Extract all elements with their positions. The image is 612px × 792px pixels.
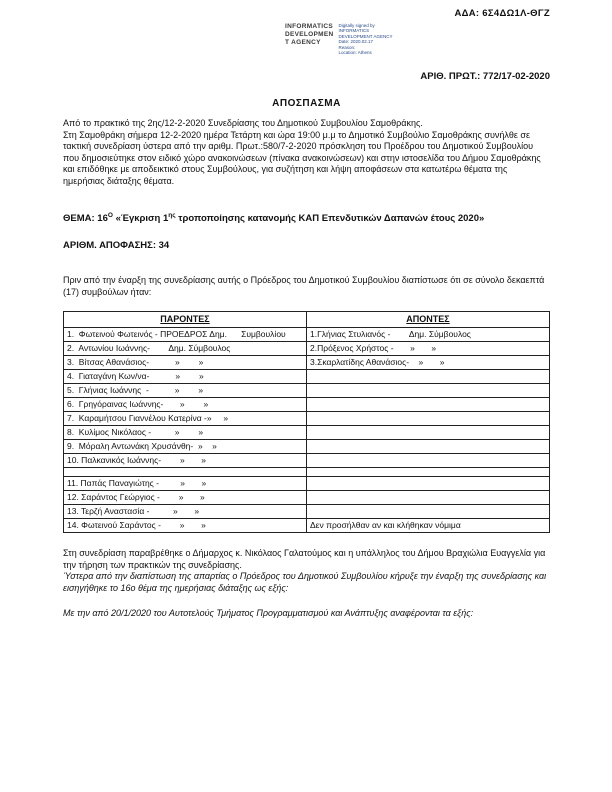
- absent-cell: [307, 412, 550, 426]
- table-row: [64, 426, 550, 440]
- intro-section: [63, 118, 550, 187]
- agency-name-line1: INFORMATICS: [285, 23, 333, 30]
- table-row: [64, 505, 550, 519]
- signature-line: DEVELOPMENT AGENCY: [338, 33, 393, 39]
- signature-text: [339, 23, 393, 55]
- ada-code: ΑΔΑ: 6Σ4ΔΩ1Λ-ΘΓΖ: [454, 8, 550, 19]
- absent-cell: [307, 384, 550, 398]
- absent-cell: 2.Πρόξενος Χρήστος - » »: [307, 342, 550, 356]
- table-row-empty: [64, 468, 550, 477]
- decision-number: ΑΡΙΘΜ. ΑΠΟΦΑΣΗΣ: 34: [63, 240, 170, 252]
- present-cell: 13. Τερζή Αναστασία - » »: [64, 505, 307, 519]
- subject-middle: «Έγκριση 1: [112, 213, 169, 225]
- table-row: [64, 440, 550, 454]
- table-row: [64, 519, 550, 533]
- table-row: [64, 491, 550, 505]
- protocol-number: ΑΡΙΘ. ΠΡΩΤ.: 772/17-02-2020: [420, 71, 550, 82]
- present-cell: 3. Βίτσας Αθανάσιος- » »: [64, 356, 307, 370]
- signature-line: INFORMATICS: [338, 28, 370, 34]
- present-cell: 1. Φωτεινού Φωτεινός - ΠΡΟΕΔΡΟΣ Δημ. Συμβουλίου: [64, 328, 307, 342]
- table-row: [64, 356, 550, 370]
- table-row: [64, 398, 550, 412]
- absent-cell: [307, 477, 550, 491]
- attendance-table: [63, 311, 550, 533]
- present-cell: [64, 468, 307, 477]
- intro-paragraph-2: Στη Σαμοθράκη σήμερα 12-2-2020 ημέρα Τετάρτη και ώρα 19:00 μ.μ το Δημοτικό Συμβούλιο Σαμοθράκης συνήλθε σε τακτική συνεδρίαση ύστερα από την αριθμ. Πρωτ.:580/7-2-2020 πρόσκληση του Προέδρου του Δημοτικού Συμβουλίου που δημοσιεύτηκε στον ειδικό χώρο ανακοινώσεων (πίνακα ανακοινώσεων) και στην ιστοσελίδα του Δήμου Σαμοθράκης και επιδόθηκε με αποδεικτικό στους Συμβούλους, για συζήτηση και λήψη αποφάσεων στα κατωτέρω θέματα της ημερήσιας διάταξης θέματα.: [63, 129, 541, 186]
- doc-title: ΑΠΟΣΠΑΣΜΑ: [272, 98, 341, 109]
- present-cell: 14. Φωτεινού Σαράντος - » »: [64, 519, 307, 533]
- table-row: [64, 454, 550, 468]
- table-row: [64, 412, 550, 426]
- absent-cell: 1.Γλήνιας Στυλιανός - Δημ. Σύμβουλος: [307, 328, 550, 342]
- table-row: [64, 477, 550, 491]
- digital-signature-stamp: [285, 23, 550, 63]
- closing-paragraph-2: Ύστερα από την διαπίστωση της απαρτίας ο Πρόεδρος του Δημοτικού Συμβουλίου κήρυξε την έναρξη της συνεδρίασης και εισηγήθηκε το 16ο θέμα της ημερήσιας διάταξης ως εξής:: [63, 571, 547, 593]
- present-cell: 8. Κυλίμος Νικόλαος - » »: [64, 426, 307, 440]
- absent-cell: 3.Σκαρλατίδης Αθανάσιος- » »: [307, 356, 550, 370]
- absent-cell: [307, 505, 550, 519]
- present-cell: 6. Γρηγόραινας Ιωάννης- » »: [64, 398, 307, 412]
- intro-paragraph-1: Από το πρακτικό της 2ης/12-2-2020 Συνεδρίασης του Δημοτικού Συμβουλίου Σαμοθράκης.: [63, 118, 423, 128]
- absent-cell: [307, 440, 550, 454]
- subject-sup-2: ης: [168, 212, 176, 219]
- present-cell: 9. Μόραλη Αντωνάκη Χρυσάνθη- » »: [64, 440, 307, 454]
- present-cell: 4. Γιαταγάνη Κων/να- » »: [64, 370, 307, 384]
- subject-rest: τροποποίησης κατανομής ΚΑΠ Επενδυτικών Δαπανών έτους 2020»: [175, 213, 485, 225]
- subject-prefix: ΘΕΜΑ: 16: [63, 213, 108, 225]
- table-header-row: [64, 312, 550, 328]
- absent-cell: [307, 454, 550, 468]
- absent-cell: [307, 491, 550, 505]
- signature-line: Digitally signed by: [338, 23, 375, 28]
- present-cell: 7. Καραμήτσου Γιαννέλου Κατερίνα -» »: [64, 412, 307, 426]
- quorum-paragraph: Πριν από την έναρξη της συνεδρίασης αυτής ο Πρόεδρος του Δημοτικού Συμβουλίου διαπίστωσε ότι σε σύνολο δεκαεπτά (17) συμβούλων ήταν:: [63, 275, 545, 297]
- signature-line: Date: 2020.02.17: [338, 39, 374, 45]
- absent-cell: [307, 370, 550, 384]
- table-row: [64, 370, 550, 384]
- agency-name-line3: T AGENCY: [285, 39, 321, 46]
- present-cell: 10. Παλκανικός Ιωάννης- » »: [64, 454, 307, 468]
- table-header-present: ΠΑΡΟΝΤΕΣ: [64, 312, 307, 328]
- table-row: [64, 384, 550, 398]
- closing-section: [63, 548, 550, 620]
- agency-name-line2: DEVELOPMEN: [285, 31, 334, 38]
- present-cell: 2. Αντωνίου Ιωάννης- Δημ. Σύμβουλος: [64, 342, 307, 356]
- absent-cell: [307, 398, 550, 412]
- present-cell: 12. Σαράντος Γεώργιος - » »: [64, 491, 307, 505]
- table-header-absent: ΑΠΟΝΤΕΣ: [307, 312, 550, 328]
- present-cell: 11. Παπάς Παναγιώτης - » »: [64, 477, 307, 491]
- table-row: [64, 342, 550, 356]
- closing-paragraph-1: Στη συνεδρίαση παραβρέθηκε ο Δήμαρχος κ. Νικόλαος Γαλατούμος και η υπάλληλος του Δήμου Βραχιώλια Ευαγγελία για την τήρηση των πρακτικών της συνεδρίασης.: [63, 548, 546, 570]
- subject-heading: [63, 210, 550, 225]
- agency-name: [285, 23, 334, 47]
- signature-line: Reason:: [338, 44, 356, 50]
- signature-line: Location: Athens: [338, 50, 372, 56]
- closing-paragraph-3: Με την από 20/1/2020 του Αυτοτελούς Τμήματος Προγραμματισμού και Ανάπτυξης αναφέρονται τα εξής:: [63, 608, 474, 619]
- absent-cell: [307, 468, 550, 477]
- present-cell: 5. Γλήνιας Ιωάννης - » »: [64, 384, 307, 398]
- subject-sup-1: Ο: [107, 212, 113, 219]
- absent-cell: Δεν προσήλθαν αν και κλήθηκαν νόμιμα: [307, 519, 550, 533]
- absent-cell: [307, 426, 550, 440]
- table-row: [64, 328, 550, 342]
